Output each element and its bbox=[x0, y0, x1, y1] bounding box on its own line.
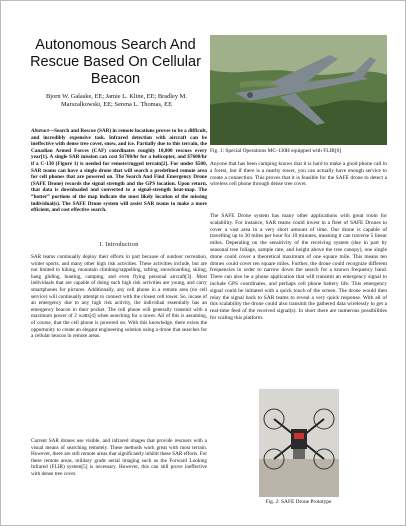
abstract-label: Abstract— bbox=[31, 128, 55, 134]
abstract-text: Search and Rescue (SAR) in remote locations proves to be a difficult, and incredibly expensive task. Infrared detection with aircraft can be ineffective with dense tree cover, snow, and ice. Partially due to this terrain, the Canadian Armed Forces (CAF) coordinates roughly 10,000 rescues every year[1]. A single SAR mission can cost $1700/hr for a helicopter, and $7600/hr if a C-130 (Figure 1) is needed for remote/rugged terrain[2]. For under $500, SAR teams can have a single drone that will search a predefined remote area for cell phones that are powered on. The Search And Find Emergency Drone (SAFE Drone) records the signal strength and the GPS location. Upon return, that data is downloaded and converted to a signal-strength heat-map. The “hotter” portions of the map indicate the most likely location of the missing individual(s). The SAFE Drone system will assist SAR teams to make a more efficient, and cost effective search. bbox=[31, 128, 207, 214]
abstract bbox=[31, 128, 207, 214]
section-heading-introduction: I. Introduction bbox=[99, 242, 139, 248]
right-paragraph-1: Anyone that has been camping knows that it is hard to make a good phone call in a forest, but if there is a nearby tower, you can actually have enough service to create a connection. This proves that it is feasible for the SAFE drone to detect a wireless cell phone through dense tree cover. bbox=[210, 161, 387, 188]
intro-paragraph-2: Current SAR drones use visible, and infrared images that provide rescuers with a visual means of searching remotely. These methods work great with most terrain. However, there are still remote areas that significantly inhibit these SAR efforts. For these remote areas, military grade aerial imaging such as the Forward Looking Infrared (FLIR) system[5] is necessary. However, this can still prove ineffective with dense tree cover. bbox=[31, 438, 207, 477]
right-paragraph-2: The SAFE Drone system has many other applications with great room for scalability. For instance, SAR teams could invest in a fleet of SAFE Drones to cover a vast area in a very short amount of time. Our drone is capable of travelling up to 30 miles per hour for 10 minutes, meaning it can traverse 5 linear miles. Depending on the sensitivity of the receiving system (due in part by seasonal tree foliage, sample rate, and height above the tree canopy), one single drone could cover a theoretical maximum of one square mile. This means ten drones could cover ten square miles. Further, the drone could recognize different frequencies in order to narrow down the search for a known frequency band. There can also be a phone application that will transmit an emergency signal to include GPS coordinates, and perhaps cell phone battery life. This emergency signal could be initiated with a quick touch of the screen. The drone would then relay the signal back to SAR teams to reveal a very quick response. With all of this scalability the drone could also transmit the gathered data wirelessly to get a real-time feed of the received signal(s). In short there are numerous possibilities for scaling this platform. bbox=[210, 213, 387, 321]
intro-paragraph-1: SAR teams continually deploy their efforts in part because of outdoor recreation, winter sports, and many other high risk activities. These activities include, but are not limited to hiking, mountain climbing/rappelling, rafting, snowboarding, skiing, hang gliding, hunting, camping, and even flying personal aircraft[3]. Most individuals that are capable of doing such high risk activities are young, and carry smartphones for pictures. Additionally, any cell phone in a remote area (no cell service) will continually attempt to connect with the closest cell tower. So, incase of an emergency due to any high risk activity, the individual essentially has an emergency beacon in their pocket. The cell phone will generally transmit with a maximum power of 2 watts[4] when searching for a tower. All of this is assuming, of course, that the cell phone is powered on. With this knowledge, there exists the opportunity to create an elegant engineering solution using a drone that searches for a cellular beacon in remote areas. bbox=[31, 254, 207, 340]
figure-2-caption: Fig. 2: SAFE Drone Prototype bbox=[265, 499, 332, 505]
author-list: Bjorn W. Galaske, EE; Jamie L. Kline, EE; Bradley M. Marszalkowski, EE; Serena L. Thomas, EE bbox=[46, 93, 187, 108]
figure-2-drone-photo bbox=[259, 389, 339, 497]
figure-1-caption: Fig. 1: Special Operations MC-130H equipped with FLIR[6] bbox=[210, 148, 342, 154]
paper-title: Autonomous Search And Rescue Based On Cellular Beacon bbox=[30, 37, 201, 87]
figure-1-aircraft-photo bbox=[210, 35, 387, 145]
